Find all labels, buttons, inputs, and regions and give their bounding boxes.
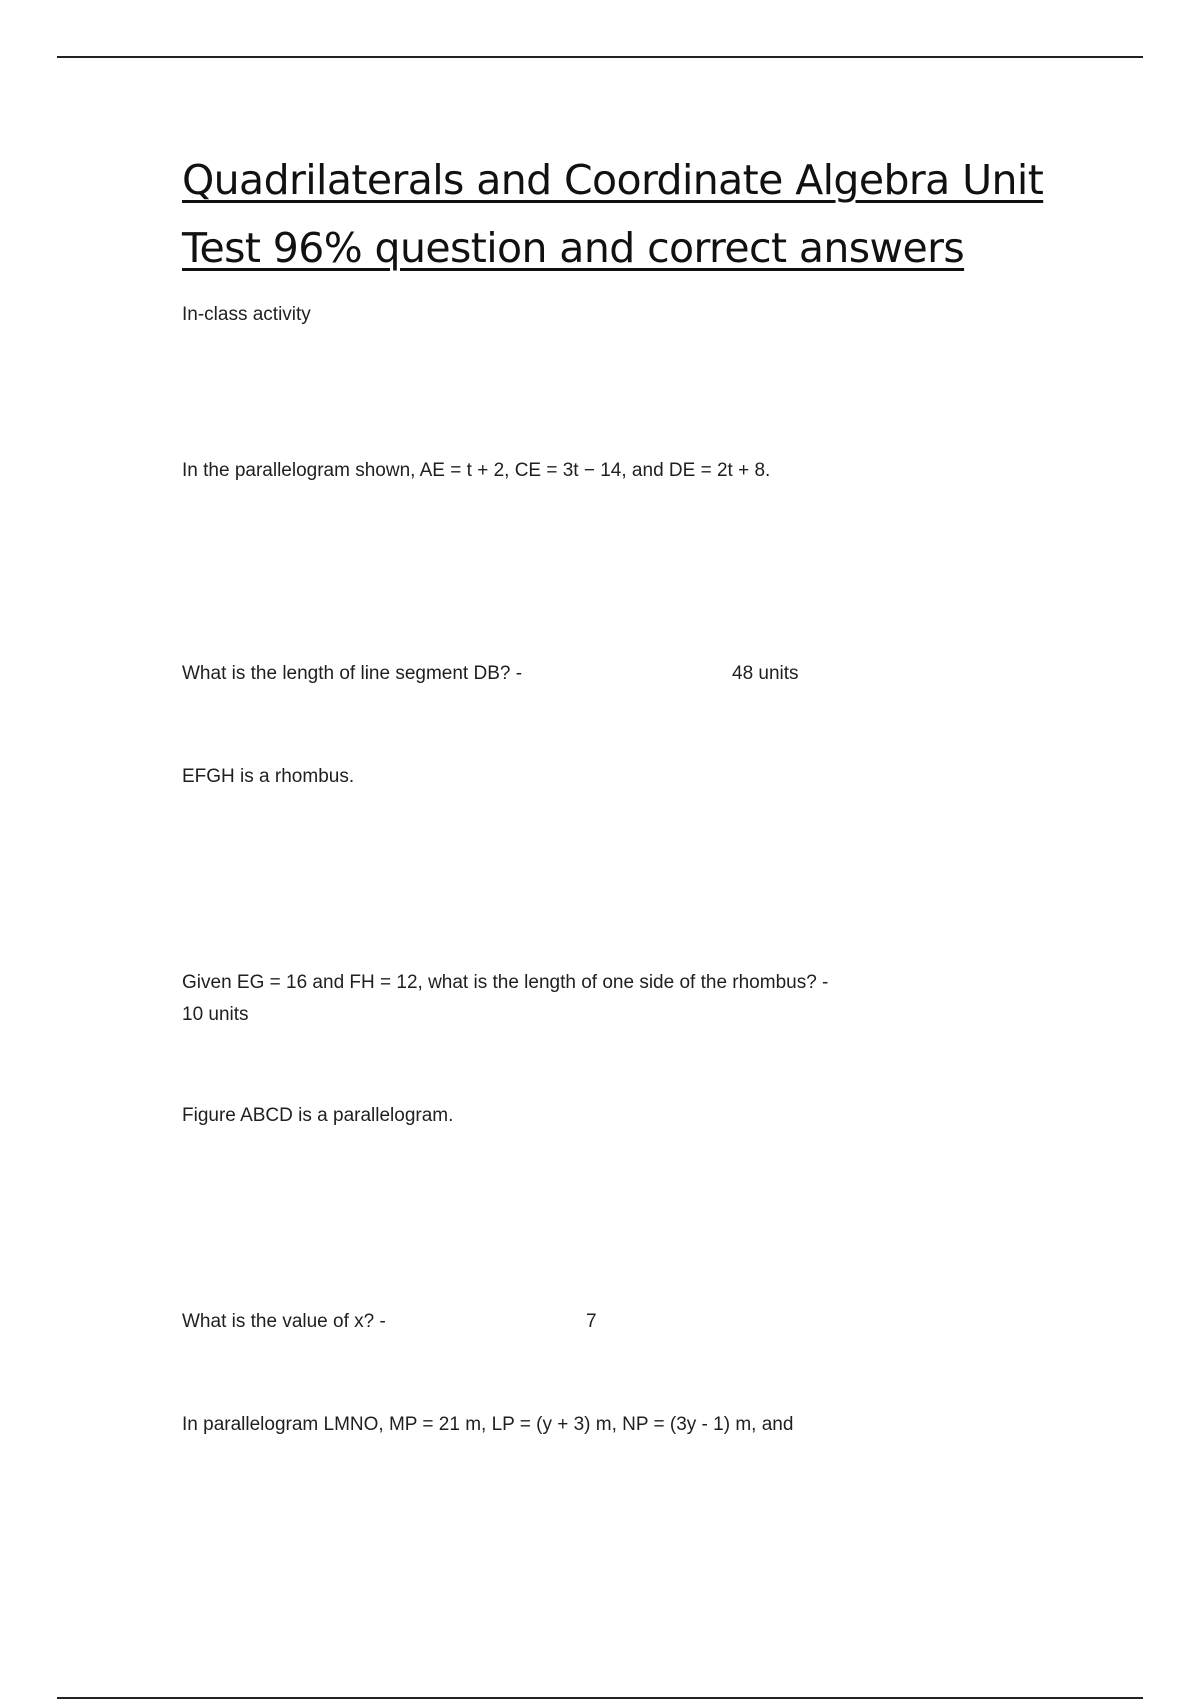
header-rule [57, 56, 1143, 58]
subtitle: In-class activity [182, 304, 311, 325]
question-1-text: In the parallelogram shown, AE = t + 2, CE = 3t − 14, and DE = 2t + 8. [182, 460, 771, 481]
question-2-text: What is the length of line segment DB? - [182, 663, 523, 684]
answer-2-text: 48 units [732, 663, 799, 684]
answer-4-text: 10 units [182, 1004, 249, 1025]
question-7-text: In parallelogram LMNO, MP = 21 m, LP = (y + 3) m, NP = (3y - 1) m, and [182, 1414, 794, 1435]
question-3-text: EFGH is a rhombus. [182, 766, 355, 787]
question-6-text: What is the value of x? - [182, 1311, 386, 1332]
answer-6-text: 7 [586, 1311, 597, 1332]
question-5-text: Figure ABCD is a parallelogram. [182, 1105, 454, 1126]
question-4-text: Given EG = 16 and FH = 12, what is the length of one side of the rhombus? - [182, 972, 829, 993]
title-line-1: Quadrilaterals and Coordinate Algebra Unit [182, 156, 1044, 204]
title-line-2: Test 96% question and correct answers [182, 224, 965, 272]
footer-rule [57, 1697, 1143, 1699]
page-title [182, 146, 1062, 282]
